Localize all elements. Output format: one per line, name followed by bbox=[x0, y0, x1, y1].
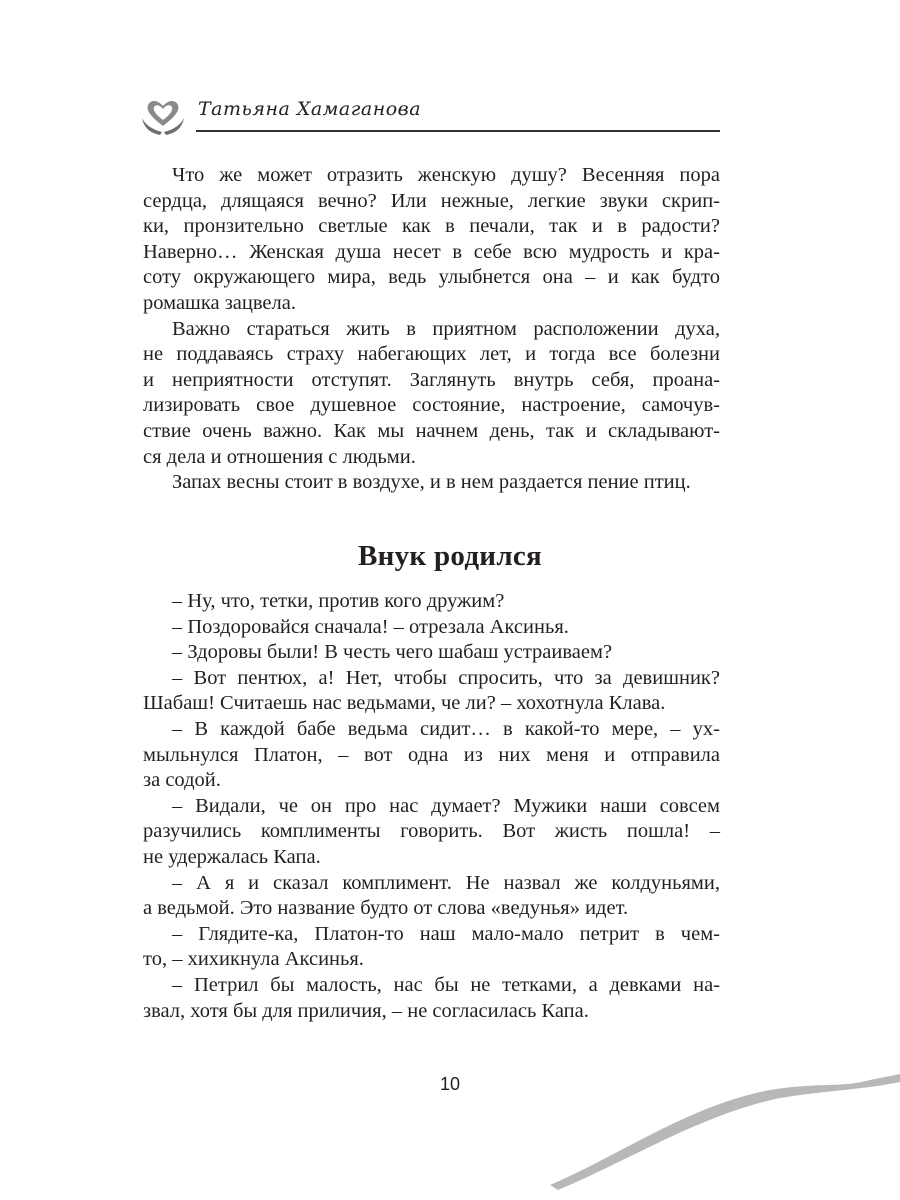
body-text-section-1 bbox=[143, 163, 720, 496]
text-line: за содой. bbox=[143, 769, 221, 792]
text-line: ромашка зацвела. bbox=[143, 291, 296, 314]
paragraph bbox=[143, 615, 720, 641]
body-text-section-2 bbox=[143, 589, 720, 1024]
text-line: сердца, длящаяся вечно? Или нежные, легкие звуки скрип- bbox=[143, 189, 720, 212]
text-line: а ведьмой. Это название будто от слова «ведунья» идет. bbox=[143, 897, 629, 920]
text-line: Наверно… Женская душа несет в себе всю мудрость и кра- bbox=[143, 240, 720, 263]
text-line: – Здоровы были! В честь чего шабаш устраиваем? bbox=[172, 641, 613, 664]
text-line: Что же может отразить женскую душу? Весенняя пора bbox=[172, 164, 720, 186]
text-line: – Видали, че он про нас думает? Мужики наши совсем bbox=[172, 794, 720, 817]
text-line: – А я и сказал комплимент. Не назвал же колдуньями, bbox=[172, 871, 720, 894]
text-line: не поддаваясь страху набегающих лет, и тогда все болезни bbox=[143, 343, 720, 366]
chapter-title: Внук родился bbox=[357, 540, 543, 572]
text-line: Шабаш! Считаешь нас ведьмами, че ли? – хохотнула Клава. bbox=[143, 692, 666, 715]
paragraph bbox=[143, 794, 720, 871]
running-header bbox=[140, 96, 720, 132]
text-line: ствие очень важно. Как мы начнем день, так и складывают- bbox=[143, 419, 720, 442]
text-line: мыльнулся Платон, – вот одна из них меня и отправила bbox=[143, 743, 720, 766]
paragraph bbox=[143, 922, 720, 973]
author-name: Татьяна Хамаганова bbox=[198, 98, 422, 120]
text-line: Важно стараться жить в приятном расположении духа, bbox=[172, 317, 720, 340]
text-line: соту окружающего мира, ведь улыбнется она – и как будто bbox=[143, 266, 720, 289]
decorative-swoosh bbox=[540, 1060, 900, 1200]
text-line: – Поздоровайся сначала! – отрезала Аксинья. bbox=[172, 615, 569, 638]
text-line: и неприятности отступят. Заглянуть внутрь себя, проана- bbox=[143, 368, 720, 391]
paragraph bbox=[143, 470, 720, 496]
text-line: – Ну, что, тетки, против кого дружим? bbox=[172, 590, 505, 612]
page-number: 10 bbox=[439, 1074, 461, 1094]
paragraph bbox=[143, 717, 720, 794]
paragraph bbox=[143, 317, 720, 471]
text-line: Запах весны стоит в воздухе, и в нем раздается пение птиц. bbox=[172, 471, 691, 494]
paragraph bbox=[143, 163, 720, 317]
text-line: ки, пронзительно светлые как в печали, так и в радости? bbox=[143, 215, 720, 238]
paragraph bbox=[143, 973, 720, 1024]
paragraph bbox=[143, 666, 720, 717]
text-line: лизировать свое душевное состояние, настроение, самочув- bbox=[143, 394, 720, 417]
heart-hands-icon bbox=[140, 96, 186, 136]
paragraph bbox=[143, 640, 720, 666]
paragraph bbox=[143, 871, 720, 922]
paragraph bbox=[143, 589, 720, 615]
text-line: ся дела и отношения с людьми. bbox=[143, 445, 416, 468]
text-line: – В каждой бабе ведьма сидит… в какой-то мере, – ух- bbox=[172, 717, 720, 740]
header-rule bbox=[196, 130, 720, 132]
text-line: – Вот пентюх, а! Нет, чтобы спросить, что за девишник? bbox=[172, 666, 720, 689]
text-line: – Петрил бы малость, нас бы не тетками, а девками на- bbox=[172, 973, 720, 996]
text-line: то, – хихикнула Аксинья. bbox=[143, 948, 364, 971]
text-line: не удержалась Капа. bbox=[143, 845, 321, 868]
text-line: разучились комплименты говорить. Вот жисть пошла! – bbox=[143, 820, 720, 843]
text-line: – Глядите-ка, Платон-то наш мало-мало петрит в чем- bbox=[172, 922, 720, 945]
text-line: звал, хотя бы для приличия, – не согласилась Капа. bbox=[143, 999, 589, 1022]
